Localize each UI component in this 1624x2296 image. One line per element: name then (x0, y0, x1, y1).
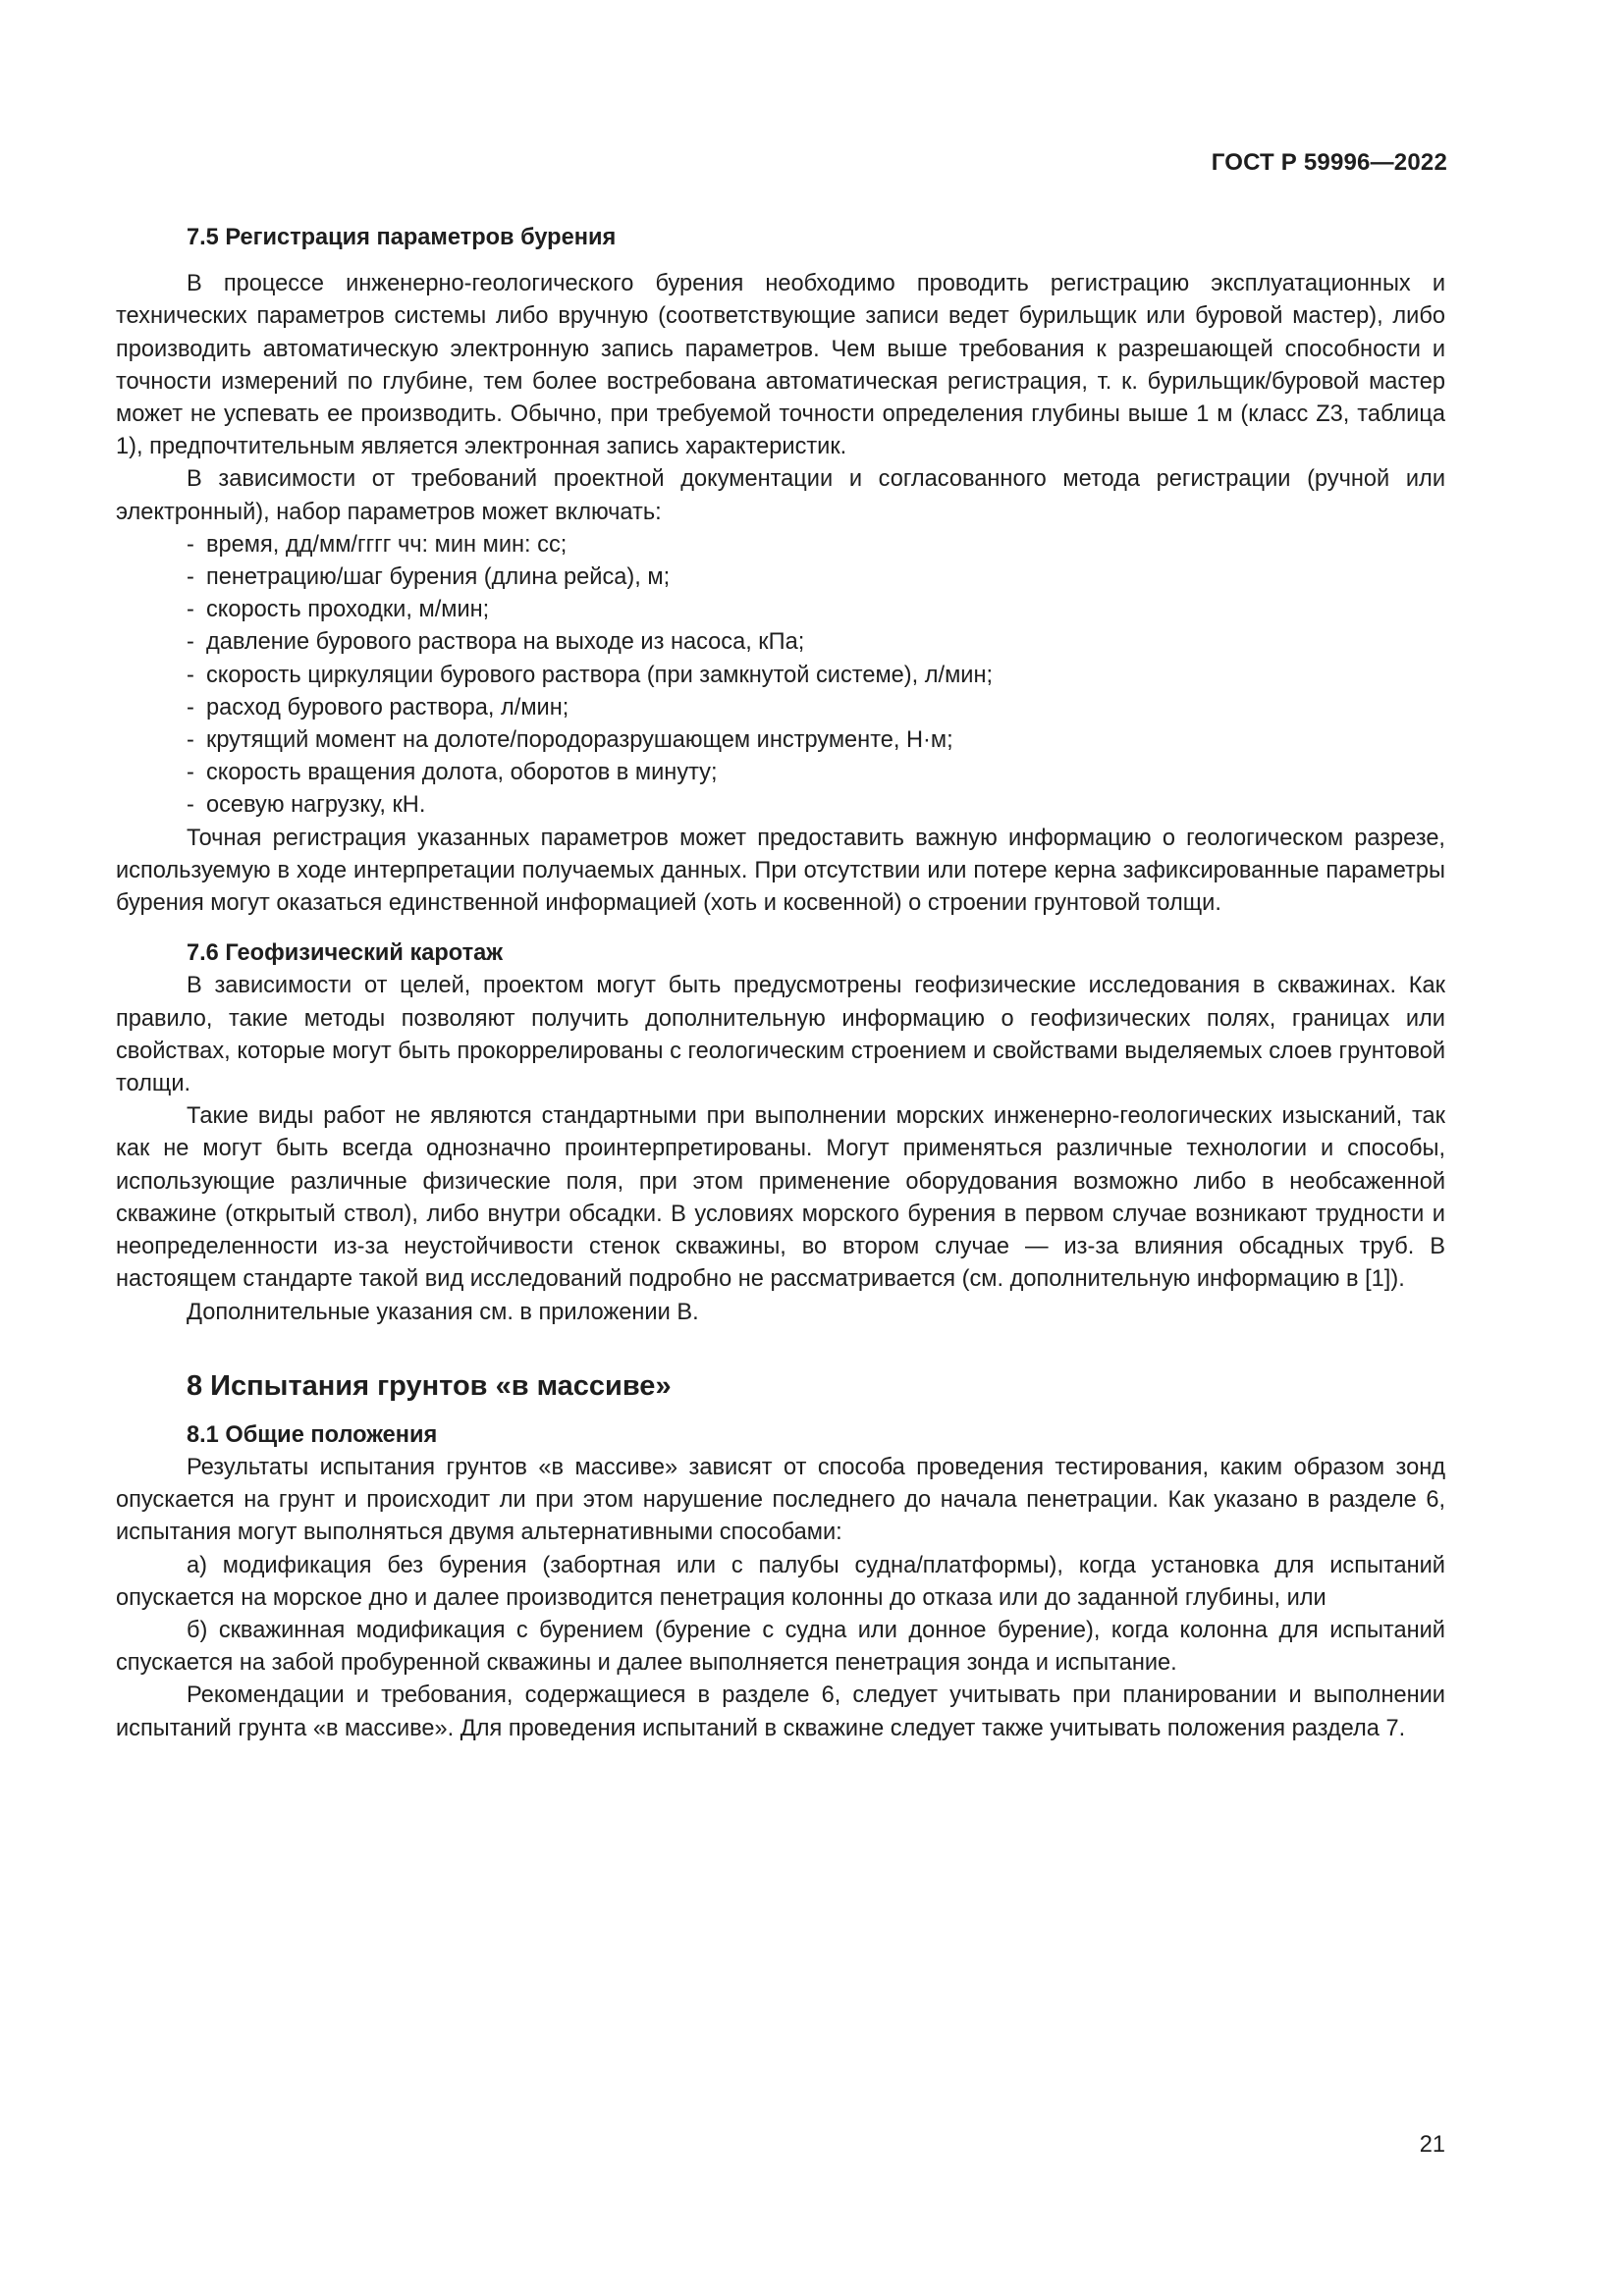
drilling-parameters-list (116, 529, 1445, 823)
list-item: - скорость циркуляции бурового раствора (при замкнутой системе), л/мин; (187, 660, 1445, 692)
list-item: - расход бурового раствора, л/мин; (187, 692, 1445, 724)
list-item: - осевую нагрузку, кН. (187, 789, 1445, 822)
section-7-5-paragraph-2: В зависимости от требований проектной документации и согласованного метода регистрации (ручной или электронный), набор параметров может включать: (116, 466, 1445, 525)
list-dash: - (187, 727, 194, 754)
list-dash: - (187, 792, 194, 819)
section-8-1-paragraph-1: Результаты испытания грунтов «в массиве» зависят от способа проведения тестирования, каким образом зонд опускается на грунт и происходит ли при этом нарушение последнего до начала пенетрации. Как указано в разделе 6, испытания могут выполняться двумя альтернативными способами: (116, 1454, 1445, 1546)
chapter-8-title: 8 Испытания грунтов «в массиве» (187, 1369, 672, 1402)
list-dash: - (187, 662, 194, 688)
list-item: - крутящий момент на долоте/породоразрушающем инструменте, Н·м; (187, 724, 1445, 757)
document-standard-number: ГОСТ Р 59996—2022 (1211, 149, 1447, 176)
list-item: - пенетрацию/шаг бурения (длина рейса), м; (187, 561, 1445, 594)
section-7-5-paragraph-1: В процессе инженерно-геологического бурения необходимо проводить регистрацию эксплуатационных и технических параметров системы либо вручную (соответствующие записи ведет бурильщик или буровой мастер), либо производить автоматическую электронную запись параметров. Чем выше требования к разрешающей способности и точности измерений по глубине, тем более востребована автоматическая регистрация, т. к. бурильщик/буровой мастер может не успевать ее производить. Обычно, при требуемой точности определения глубины выше 1 м (класс Z3, таблица 1), предпочтительным является электронная запись характеристик. (116, 271, 1445, 460)
section-8-1-paragraph-3: б) скважинная модификация с бурением (бурение с судна или донное бурение), когда колонна для испытаний спускается на забой пробуренной скважины и далее выполняется пенетрация зонда и испытание. (116, 1617, 1445, 1677)
list-item: - давление бурового раствора на выходе из насоса, кПа; (187, 626, 1445, 659)
section-7-6-title: 7.6 Геофизический каротаж (187, 940, 504, 967)
page-content (116, 222, 1445, 1745)
page-number: 21 (1419, 2132, 1445, 2158)
list-dash: - (187, 760, 194, 786)
section-8-1-paragraph-2: а) модификация без бурения (забортная или с палубы судна/платформы), когда установка для испытаний опускается на морское дно и далее производится пенетрация колонны до отказа или до заданной глубины, или (116, 1552, 1445, 1611)
section-7-5-paragraph-3: Точная регистрация указанных параметров может предоставить важную информацию о геологическом разрезе, используемую в ходе интерпретации получаемых данных. При отсутствии или потере керна зафиксированные параметры бурения могут оказаться единственной информацией (хоть и косвенной) о строении грунтовой толщи. (116, 825, 1445, 917)
list-dash: - (187, 564, 194, 591)
section-7-6-paragraph-1: В зависимости от целей, проектом могут быть предусмотрены геофизические исследования в скважинах. Как правило, такие методы позволяют получить дополнительную информацию о геофизических полях, границах или свойствах, которые могут быть прокоррелированы с геологическим строением и свойствами выделяемых слоев грунтовой толщи. (116, 973, 1445, 1097)
list-dash: - (187, 629, 194, 656)
list-dash: - (187, 694, 194, 721)
section-7-6-paragraph-3: Дополнительные указания см. в приложении В. (187, 1299, 699, 1325)
list-dash: - (187, 531, 194, 558)
list-item: - время, дд/мм/гггг чч: мин мин: сс; (187, 529, 1445, 561)
section-7-5-title: 7.5 Регистрация параметров бурения (187, 225, 617, 250)
section-8-1-title: 8.1 Общие положения (187, 1421, 438, 1448)
section-7-6-paragraph-2: Такие виды работ не являются стандартными при выполнении морских инженерно-геологических изысканий, так как не могут быть всегда однозначно проинтерпретированы. Могут применяться различные технологии и способы, использующие различные физические поля, при этом применение оборудования возможно либо в необсаженной скважине (открытый ствол), либо внутри обсадки. В условиях морского бурения в первом случае возникают трудности и неопределенности из-за неустойчивости стенок скважины, во втором случае — из-за влияния обсадных труб. В настоящем стандарте такой вид исследований подробно не рассматривается (см. дополнительную информацию в [1]). (116, 1103, 1445, 1293)
list-dash: - (187, 597, 194, 623)
section-8-1-paragraph-4: Рекомендации и требования, содержащиеся в разделе 6, следует учитывать при планировании и выполнении испытаний грунта «в массиве». Для проведения испытаний в скважине следует также учитывать положения раздела 7. (116, 1682, 1445, 1741)
list-item: - скорость вращения долота, оборотов в минуту; (187, 757, 1445, 789)
list-item: - скорость проходки, м/мин; (187, 594, 1445, 626)
